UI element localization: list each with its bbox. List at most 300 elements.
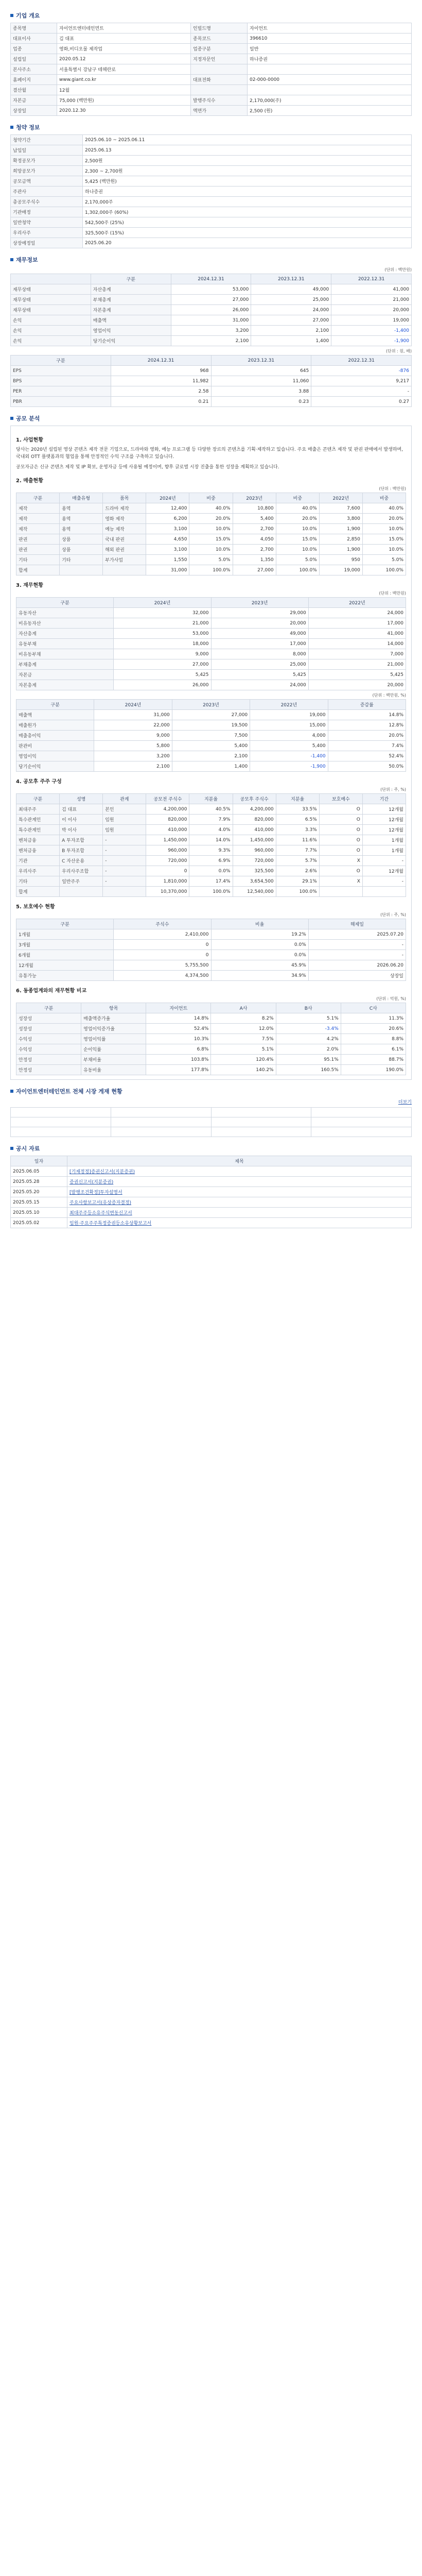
peer-cell: 14.8% [146,1013,211,1024]
holders-cell: - [103,835,146,845]
analyst-cell [311,1127,412,1137]
peer-header-cell: 자이언트 [146,1003,211,1013]
holders-cell: 기타 [16,876,60,887]
holders-cell: - [103,866,146,876]
holders-row [16,845,406,856]
sales-cell: 판권 [16,545,60,555]
sales-row [16,534,406,545]
finance2-cell: 24,000 [308,608,406,618]
valuation-value: 11,060 [211,376,311,386]
valuation-row [11,397,412,407]
holders-row [16,825,406,835]
valuation-row [11,386,412,397]
sales-cell: 4,050 [233,534,276,545]
ipo-value: 2,170,000주 [83,197,412,207]
finance-row [11,295,412,305]
lockup-cell: 유통가능 [16,971,114,981]
more-link[interactable]: 더보기 [398,1100,412,1105]
peer-cell: 성장성 [16,1013,81,1024]
sales-cell: 40.0% [276,503,319,514]
bullet-icon [10,14,13,17]
ipo-row [11,207,412,217]
holders-cell: 12개월 [362,866,406,876]
finance-category: 부채총계 [91,295,171,305]
holders-cell: 6.5% [276,815,319,825]
peer-cell: 10.3% [146,1034,211,1044]
lockup-cell: 34.9% [211,971,308,981]
holders-cell: 이 이사 [60,815,103,825]
finance-group: 재무상태 [11,305,91,315]
sales-cell: 15.0% [276,534,319,545]
finance2-cell: 32,000 [114,608,211,618]
finance-value: -1,900 [331,336,412,346]
lockup-cell: 2026.06.20 [308,960,406,971]
notice-title-link[interactable]: 주요사항보고서(유상증자결정) [67,1197,412,1208]
profit-cell: -1,400 [250,751,328,761]
peer-cell: 영업이익률 [81,1034,146,1044]
valuation-header-cell: 2024.12.31 [111,355,211,366]
company-label: 업종 [11,44,57,54]
company-value [248,64,412,75]
ipo-label: 확정공모가 [11,156,83,166]
holders-cell: 9.3% [189,845,233,856]
peer-cell: 11.3% [341,1013,406,1024]
ipo-table [10,134,412,248]
sales-header-cell: 비중 [276,493,319,503]
company-row [11,106,412,116]
notice-row [11,1177,412,1187]
ipo-label: 총공모주식수 [11,197,83,207]
holders-cell: 4,200,000 [146,804,189,815]
ipo-value: 2025.06.13 [83,145,412,156]
sales-cell: 5.0% [189,555,233,565]
sales-cell: 국내 판권 [103,534,146,545]
valuation-value: 0.23 [211,397,311,407]
notice-table [10,1156,412,1228]
lockup-title: 5. 보호예수 현황 [16,904,55,910]
peer-cell: 영업이익증가율 [81,1024,146,1034]
company-label: 대표전화 [191,75,248,85]
company-value: www.giant.co.kr [57,75,191,85]
profit-header-cell: 증감률 [328,700,406,710]
ipo-value: 325,500주 (15%) [83,228,412,238]
finance-value: 1,400 [251,336,331,346]
sales-cell: 40.0% [189,503,233,514]
peer-cell: 8.2% [211,1013,276,1024]
holders-cell: 7.7% [276,845,319,856]
finance-category: 자산총계 [91,284,171,295]
peer-cell: 순이익률 [81,1044,146,1055]
sales-cell: 19,000 [319,565,362,575]
lockup-row [16,950,406,960]
finance-value: 25,000 [251,295,331,305]
company-row [11,23,412,33]
company-label: 종목코드 [191,33,248,44]
holders-cell: 5.7% [276,856,319,866]
sales-cell: 15.0% [362,534,406,545]
holders-cell: 박 이사 [60,825,103,835]
holders-cell: O [319,804,362,815]
holders-cell: 960,000 [233,845,276,856]
finance-header-cell: 2022.12.31 [331,274,412,284]
peer-cell: 20.6% [341,1024,406,1034]
analyst-row [11,1117,412,1127]
profit-cell: 19,500 [172,720,250,731]
peer-table [16,1003,406,1075]
ipo-row [11,217,412,228]
profit-cell: 15,000 [250,720,328,731]
peer-cell: 6.1% [341,1044,406,1055]
sales-cell: 기타 [16,555,60,565]
sales-cell: 27,000 [233,565,276,575]
sales-cell: 20.0% [362,514,406,524]
peer-cell: 190.0% [341,1065,406,1075]
ipo-row [11,187,412,197]
holders-cell: 960,000 [146,845,189,856]
peer-row [16,1065,406,1075]
ipo-row [11,238,412,248]
holders-cell: 12개월 [362,804,406,815]
holders-cell: - [103,856,146,866]
peer-cell: 52.4% [146,1024,211,1034]
peer-cell: 5.1% [211,1044,276,1055]
sales-title: 2. 매출현황 [16,478,43,484]
finance2-cell: 비유동부채 [16,649,114,659]
sales-cell: 2,700 [233,545,276,555]
sales-cell: 10.0% [189,545,233,555]
profit-cell: 14.8% [328,710,406,720]
analyst-cell [11,1117,111,1127]
peer-cell: 8.8% [341,1034,406,1044]
ipo-label: 납입일 [11,145,83,156]
finance-header-cell: 구분 [91,274,171,284]
sales-row [16,503,406,514]
ipo-value: 2025.06.10 ~ 2025.06.11 [83,135,412,145]
holders-cell: O [319,866,362,876]
finance2-row [16,659,406,670]
company-label: 대표이사 [11,33,57,44]
sales-cell: 드라마 제작 [103,503,146,514]
holders-cell: 29.1% [276,876,319,887]
finance2-cell: 자본총계 [16,680,114,690]
profit-cell: 3,200 [94,751,172,761]
holders-cell: - [103,845,146,856]
analyst-cell [211,1117,311,1127]
sales-row [16,555,406,565]
analyst-cell [211,1127,311,1137]
profit-unit: (단위 : 백만원, %) [372,693,406,698]
holders-cell: A 투자조합 [60,835,103,845]
finance-group: 재무상태 [11,295,91,305]
finance-group: 손익 [11,326,91,336]
ipo-row [11,135,412,145]
valuation-category: PBR [11,397,111,407]
page [10,0,412,1228]
holders-cell: - [103,876,146,887]
peer-cell: 177.8% [146,1065,211,1075]
finance2-cell: 17,000 [211,639,308,649]
finance-table [10,274,412,346]
sales-cell: 5.0% [276,555,319,565]
holders-cell: 17.4% [189,876,233,887]
peer-cell: 안정성 [16,1065,81,1075]
peer-cell: 120.4% [211,1055,276,1065]
company-label: 업종구분 [191,44,248,54]
profit-cell: 12.8% [328,720,406,731]
finance-header-cell [11,274,91,284]
company-value: 2,500 (원) [248,106,412,116]
company-row [11,75,412,85]
valuation-value: 3.88 [211,386,311,397]
holders-cell: 0 [146,866,189,876]
holders-cell: 우리사주조합 [60,866,103,876]
finance2-cell: 49,000 [211,629,308,639]
holders-cell: - [362,876,406,887]
ipo-value: 542,500주 (25%) [83,217,412,228]
company-value: 2020.05.12 [57,54,191,64]
sales-cell: 40.0% [362,503,406,514]
finance-value: 49,000 [251,284,331,295]
lockup-table [16,919,406,981]
valuation-category: EPS [11,366,111,376]
peer-cell: 유동비율 [81,1065,146,1075]
holders-cell: 12개월 [362,815,406,825]
company-row [11,95,412,106]
holders-cell: 0.0% [189,866,233,876]
finance-value: 19,000 [331,315,412,326]
valuation-value: 645 [211,366,311,376]
company-label: 상장일 [11,106,57,116]
sales-cell: 제작 [16,514,60,524]
profit-cell: 2,100 [94,761,172,772]
finance2-cell: 비유동자산 [16,618,114,629]
holders-cell: 12,540,000 [233,887,276,897]
finance2-cell: 8,000 [211,649,308,659]
holders-cell: 720,000 [233,856,276,866]
lockup-row [16,929,406,940]
finance2-cell: 21,000 [308,659,406,670]
intro-title: 1. 사업현황 [16,437,43,443]
holders-header-cell: 지분율 [189,794,233,804]
sales-row [16,565,406,575]
finance2-row [16,608,406,618]
ipo-label: 일반청약 [11,217,83,228]
holders-row [16,815,406,825]
holders-cell [319,887,362,897]
lockup-cell: 19.2% [211,929,308,940]
company-label: 설립일 [11,54,57,64]
sales-header-cell: 매출유형 [60,493,103,503]
finance2-header-cell: 2023년 [211,598,308,608]
notice-title-link[interactable]: 증권신고서(지분증권) [67,1177,412,1187]
peer-header-cell: C사 [341,1003,406,1013]
notice-row [11,1197,412,1208]
analyst-cell [211,1108,311,1117]
company-value: 자이언트엔터테인먼트 [57,23,191,33]
finance2-cell: 자산총계 [16,629,114,639]
profit-cell: 당기순이익 [16,761,94,772]
notice-date: 2025.05.28 [11,1177,67,1187]
holders-header-cell: 성명 [60,794,103,804]
analyst-cell [111,1127,211,1137]
bullet-icon [10,126,13,129]
sales-row [16,545,406,555]
profit-cell: 5,800 [94,741,172,751]
analysis-section-title: 공모 분석 [10,414,412,422]
peer-cell: 12.0% [211,1024,276,1034]
lockup-row [16,960,406,971]
holders-cell: 특수관계인 [16,815,60,825]
profit-row [16,720,406,731]
holders-cell: 4.0% [189,825,233,835]
sales-cell: 상품 [60,545,103,555]
peer-row [16,1013,406,1024]
sales-cell: 950 [319,555,362,565]
peer-cell: 수익성 [16,1034,81,1044]
holders-cell: 720,000 [146,856,189,866]
notice-date: 2025.06.05 [11,1166,67,1177]
holders-cell: 김 대표 [60,804,103,815]
notice-date: 2025.05.10 [11,1208,67,1218]
profit-row [16,741,406,751]
lockup-cell: 0 [114,950,211,960]
ipo-row [11,156,412,166]
profit-cell: 5,400 [172,741,250,751]
profit-cell: 52.4% [328,751,406,761]
finance-row [11,326,412,336]
sales-cell: 용역 [60,524,103,534]
finance2-cell: 26,000 [114,680,211,690]
lockup-row [16,940,406,950]
profit-cell: 7.4% [328,741,406,751]
profit-cell: 22,000 [94,720,172,731]
company-value: 2020.12.30 [57,106,191,116]
profit-cell: 27,000 [172,710,250,720]
ipo-row [11,166,412,176]
notice-title-link[interactable]: 임원·주요주주특정증권등소유상황보고서 [67,1218,412,1228]
sales-header-cell: 2024년 [146,493,189,503]
sales-header-cell: 품목 [103,493,146,503]
holders-cell: X [319,856,362,866]
sales-unit: (단위 : 백만원) [379,486,406,491]
peer-cell: 88.7% [341,1055,406,1065]
analyst-cell [111,1108,211,1117]
finance2-cell: 유동자산 [16,608,114,618]
lockup-cell: 2025.07.20 [308,929,406,940]
peer-cell: 안정성 [16,1055,81,1065]
ipo-label: 상장예정일 [11,238,83,248]
sales-header-cell: 비중 [362,493,406,503]
notice-date: 2025.05.02 [11,1218,67,1228]
analyst-cell [11,1127,111,1137]
ipo-value: 하나증권 [83,187,412,197]
sales-header-cell: 2022년 [319,493,362,503]
profit-header-cell: 2022년 [250,700,328,710]
notice-title-link[interactable]: [발행조건확정]투자설명서 [67,1187,412,1197]
lockup-cell: 1개월 [16,929,114,940]
holders-cell: 14.0% [189,835,233,845]
valuation-header-cell: 2023.12.31 [211,355,311,366]
sales-cell: 10.0% [189,524,233,534]
intro-text-2: 공모자금은 신규 콘텐츠 제작 및 IP 확보, 운영자금 등에 사용될 예정이며, 향후 글로벌 시장 진출을 통한 성장을 계획하고 있습니다. [16,465,279,470]
holders-header-cell: 보호예수 [319,794,362,804]
notice-title-link[interactable]: [기재정정]증권신고서(지분증권) [67,1166,412,1177]
company-section-title: 기업 개요 [10,11,412,20]
finance-value: 26,000 [171,305,251,315]
profit-cell: 5,400 [250,741,328,751]
sales-cell: 제작 [16,503,60,514]
holders-cell: - [362,856,406,866]
sales-cell: 10.0% [362,545,406,555]
ipo-value: 1,302,000주 (60%) [83,207,412,217]
sales-cell: 7,600 [319,503,362,514]
peer-cell: 2.0% [276,1044,341,1055]
holders-cell: 1,450,000 [146,835,189,845]
sales-cell: 5.0% [362,555,406,565]
peer-cell: 성장성 [16,1024,81,1034]
company-value: 자이언트 [248,23,412,33]
finance2-cell: 20,000 [308,680,406,690]
notice-date: 2025.05.15 [11,1197,67,1208]
holders-cell: C 자산운용 [60,856,103,866]
bullet-icon [10,258,13,261]
finance2-row [16,670,406,680]
sales-header-cell: 2023년 [233,493,276,503]
company-row [11,44,412,54]
company-label: 홈페이지 [11,75,57,85]
analyst-section-title: 자이언트엔터테인먼트 전체 시장 게재 현황 [10,1087,412,1095]
sales-cell: 12,400 [146,503,189,514]
notice-date: 2025.05.20 [11,1187,67,1197]
finance2-cell: 유동부채 [16,639,114,649]
sales-cell: 3,800 [319,514,362,524]
holders-cell [362,887,406,897]
lockup-cell: 5,755,500 [114,960,211,971]
bullet-icon [10,1090,13,1093]
finance2-cell: 5,425 [114,670,211,680]
holders-cell: 최대주주 [16,804,60,815]
holders-cell: O [319,825,362,835]
holders-cell: 410,000 [233,825,276,835]
finance2-cell: 9,000 [114,649,211,659]
sales-cell: 제작 [16,524,60,534]
holders-cell: B 투자조합 [60,845,103,856]
holders-cell: 820,000 [233,815,276,825]
sales-cell: 1,550 [146,555,189,565]
holders-row [16,866,406,876]
finance2-row [16,680,406,690]
sales-cell: 기타 [60,555,103,565]
sales-cell: 100.0% [189,565,233,575]
sales-table [16,493,406,575]
holders-cell: 410,000 [146,825,189,835]
holders-cell: 40.5% [189,804,233,815]
holders-cell: X [319,876,362,887]
profit-cell: 20.0% [328,731,406,741]
holders-cell: 특수관계인 [16,825,60,835]
sales-row [16,514,406,524]
valuation-value: 968 [111,366,211,376]
company-row [11,85,412,95]
sales-header-cell: 비중 [189,493,233,503]
holders-cell: 1개월 [362,835,406,845]
notice-title-link[interactable]: 최대주주등소유주식변동신고서 [67,1208,412,1218]
company-value: 서울특별시 강남구 테헤란로 [57,64,191,75]
notice-row [11,1187,412,1197]
valuation-value: -876 [311,366,412,376]
profit-cell: -1,900 [250,761,328,772]
valuation-value: 0.27 [311,397,412,407]
